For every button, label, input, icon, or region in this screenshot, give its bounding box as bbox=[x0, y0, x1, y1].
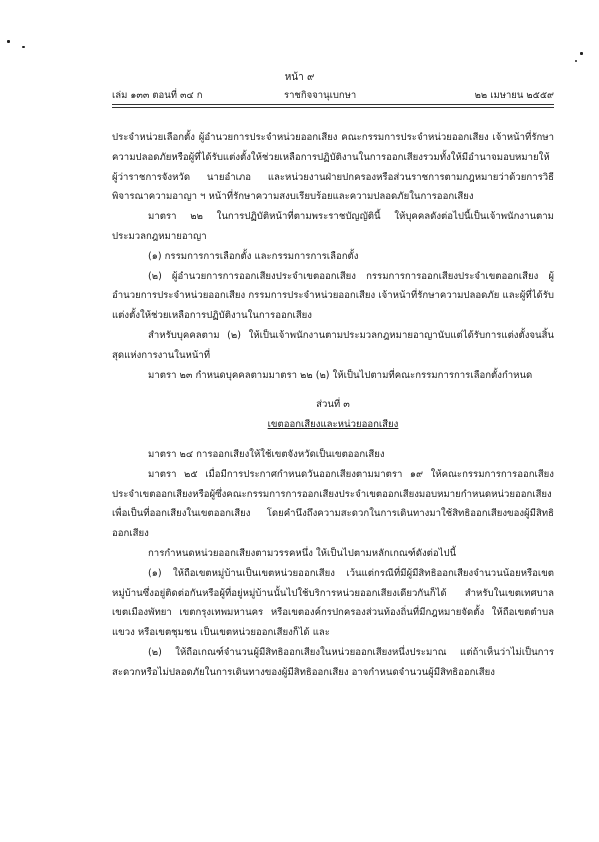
page-number: หน้า ๙ bbox=[284, 72, 315, 83]
paragraph: สำหรับบุคคลตาม (๒) ให้เป็นเจ้าพนักงานตามประมวลกฎหมายอาญานับแต่ได้รับการแต่งตั้งจนสิ้นสุดแห่งการงานในหน้าที่ bbox=[112, 329, 554, 361]
paragraph: (๒) ให้ถือเกณฑ์จำนวนผู้มีสิทธิออกเสียงในหน่วยออกเสียงหนึ่งประมาณ แต่ถ้าเห็นว่าไม่เป็นการสะดวกหรือไม่ปลอดภัยในการเดินทางของผู้มีสิทธิออกเสียง อาจกำหนดจำนวนผู้มีสิทธิออกเสียง bbox=[112, 646, 554, 678]
section-title: เขตออกเสียงและหน่วยออกเสียง bbox=[267, 419, 399, 431]
paragraph: การกำหนดหน่วยออกเสียงตามวรรคหนึ่ง ให้เป็นไปตามหลักเกณฑ์ดังต่อไปนี้ bbox=[148, 547, 457, 559]
paragraph: มาตรา ๒๕ เมื่อมีการประกาศกำหนดวันออกเสียงตามมาตรา ๑๙ ให้คณะกรรมการการออกเสียงประจำเขตออกเสียงหรือผู้ซึ่งคณะกรรมการการออกเสียงประจำเขตออกเสียงมอบหมายกำหนดหน่วยออกเสียงเพื่อเป็นที่ออกเสียงในเขตออกเสียง โดยคำนึงถึงความสะดวกในการเดินทางมาใช้สิทธิออกเสียงของผู้มีสิทธิออกเสียง bbox=[112, 468, 554, 540]
paragraph: (๑) กรรมการการเลือกตั้ง และกรรมการการเลือกตั้ง bbox=[148, 250, 359, 262]
header-rule bbox=[112, 107, 554, 108]
section-number: ส่วนที่ ๓ bbox=[316, 399, 350, 411]
scan-speck bbox=[580, 52, 583, 55]
scan-speck bbox=[22, 46, 25, 48]
paragraph: ประจำหน่วยเลือกตั้ง ผู้อำนวยการประจำหน่วยออกเสียง คณะกรรมการประจำหน่วยออกเสียง เจ้าหน้าที่รักษาความปลอดภัยหรือผู้ที่ได้รับแต่งตั้งให้ช่วยเหลือการปฏิบัติงานในการออกเสียงรวมทั้งให้มีอำนาจมอบหมายให้ผู้ว่าราชการจังหวัด นายอำเภอ และหน่วยงานฝ่ายปกครองหรือส่วนราชการตามกฎหมายว่าด้วยการวิธีพิจารณาความอาญา ฯ หน้าที่รักษาความสงบเรียบร้อยและความปลอดภัยในการออกเสียง bbox=[112, 132, 554, 203]
scan-speck bbox=[7, 40, 10, 43]
header-rule bbox=[112, 104, 554, 105]
document-body bbox=[112, 128, 554, 683]
paragraph: มาตรา ๒๔ การออกเสียงให้ใช้เขตจังหวัดเป็นเขตออกเสียง bbox=[148, 448, 385, 460]
gazette-name: ราชกิจจานุเบกษา bbox=[284, 90, 357, 101]
scan-speck bbox=[575, 60, 577, 62]
paragraph: (๒) ผู้อำนวยการการออกเสียงประจำเขตออกเสียง กรรมการการออกเสียงประจำเขตออกเสียง ผู้อำนวยการประจำหน่วยออกเสียง กรรมการประจำหน่วยออกเสียง เจ้าหน้าที่รักษาความปลอดภัย และผู้ที่ได้รับแต่งตั้งให้ช่วยเหลือการปฏิบัติงานในการออกเสียง bbox=[112, 270, 554, 322]
paragraph: มาตรา ๒๒ ในการปฏิบัติหน้าที่ตามพระราชบัญญัตินี้ ให้บุคคลดังต่อไปนี้เป็นเจ้าพนักงานตามประมวลกฎหมายอาญา bbox=[112, 211, 554, 242]
paragraph: มาตรา ๒๓ กำหนดบุคคลตามมาตรา ๒๒ (๒) ให้เป็นไปตามที่คณะกรรมการการเลือกตั้งกำหนด bbox=[148, 369, 533, 381]
publication-date: ๒๒ เมษายน ๒๕๕๙ bbox=[474, 90, 554, 101]
paragraph: (๑) ให้ถือเขตหมู่บ้านเป็นเขตหน่วยออกเสียง เว้นแต่กรณีที่มีผู้มีสิทธิออกเสียงจำนวนน้อยหรือเขตหมู่บ้านซึ่งอยู่ติดต่อกันหรือผู้ที่อยู่หมู่บ้านนั้นไปใช้บริการหน่วยออกเสียงเดียวกันก็ได้ สำหรับในเขตเทศบาล เขตเมืองพัทยา เขตกรุงเทพมหานคร หรือเขตองค์กรปกครองส่วนท้องถิ่นที่มีกฎหมายจัดตั้ง ให้ถือเขตตำบล แขวง หรือเขตชุมชน เป็นเขตหน่วยออกเสียงก็ได้ และ bbox=[112, 567, 554, 639]
volume-label: เล่ม ๑๓๓ ตอนที่ ๓๔ ก bbox=[112, 90, 203, 101]
